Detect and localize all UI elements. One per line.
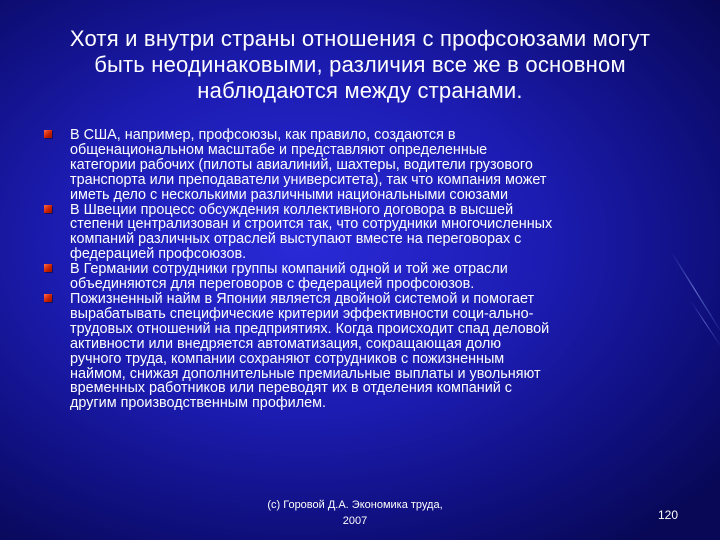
bullet-text-line: ручного труда, компании сохраняют сотрудников с пожизненным [70, 350, 505, 367]
bullet-text-line: вырабатывать специфические критерии эффективности соци-ально- [70, 305, 534, 322]
bullet-text-line: временных работников или переводят их в отделения компаний с [70, 380, 512, 397]
bullet-item-sweden [44, 203, 694, 263]
slide-footer [250, 497, 460, 529]
bullet-item-usa [44, 128, 694, 203]
bullet-text-line: активности или внедряется автоматизация, сокращающая долю [70, 335, 502, 352]
bullet-text-line: категории рабочих (пилоты авиалиний, шахтеры, водители грузового [70, 156, 533, 173]
bullet-text-line: транспорта или преподаватели университета), так что компания может [70, 171, 547, 188]
square-bullet-icon [44, 205, 52, 213]
bullet-item-japan [44, 292, 694, 411]
square-bullet-icon [44, 294, 52, 302]
bullet-text-line: В США, например, профсоюзы, как правило, создаются в [70, 127, 456, 143]
bullet-text-line: общенациональном масштабе и представляют определенные [70, 141, 488, 158]
bullet-text-line: Пожизненный найм в Японии является двойной системой и помогает [70, 290, 535, 307]
square-bullet-icon [44, 264, 52, 272]
slide-title [40, 26, 680, 104]
square-bullet-icon [44, 130, 52, 138]
bullet-text-line: В Германии сотрудники группы компаний одной и той же отрасли [70, 261, 508, 278]
bullet-text-line: трудовых отношений на предприятиях. Когда происходит спад деловой [70, 320, 550, 337]
bullet-text-line: другим производственным профилем. [70, 395, 326, 412]
bullet-item-germany [44, 262, 694, 292]
title-line: наблюдаются между странами. [197, 78, 523, 103]
footer-line: 2007 [342, 515, 368, 527]
bullet-text-line: федерацией профсоюзов. [70, 246, 247, 263]
bullet-text-line: наймом, снижая дополнительные премиальные выплаты и увольняют [70, 365, 541, 382]
bullet-text-line: объединяются для переговоров с федерацией профсоюзов. [70, 276, 475, 293]
bullet-text-line: иметь дело с несколькими различными национальными союзами [70, 186, 509, 203]
bullet-list [44, 128, 694, 411]
title-line: быть неодинаковыми, различия все же в основном [94, 52, 626, 77]
bullet-text-line: В Швеции процесс обсуждения коллективного договора в высшей [70, 201, 514, 218]
bullet-text-line: степени централизован и строится так, что сотрудники многочисленных [70, 216, 553, 233]
title-line: Хотя и внутри страны отношения с профсоюзами могут [69, 26, 651, 51]
page-number: 120 [658, 508, 679, 522]
footer-line: (с) Горовой Д.А. Экономика труда, [267, 499, 443, 511]
bullet-text-line: компаний различных отраслей выступают вместе на переговорах с [70, 231, 522, 248]
